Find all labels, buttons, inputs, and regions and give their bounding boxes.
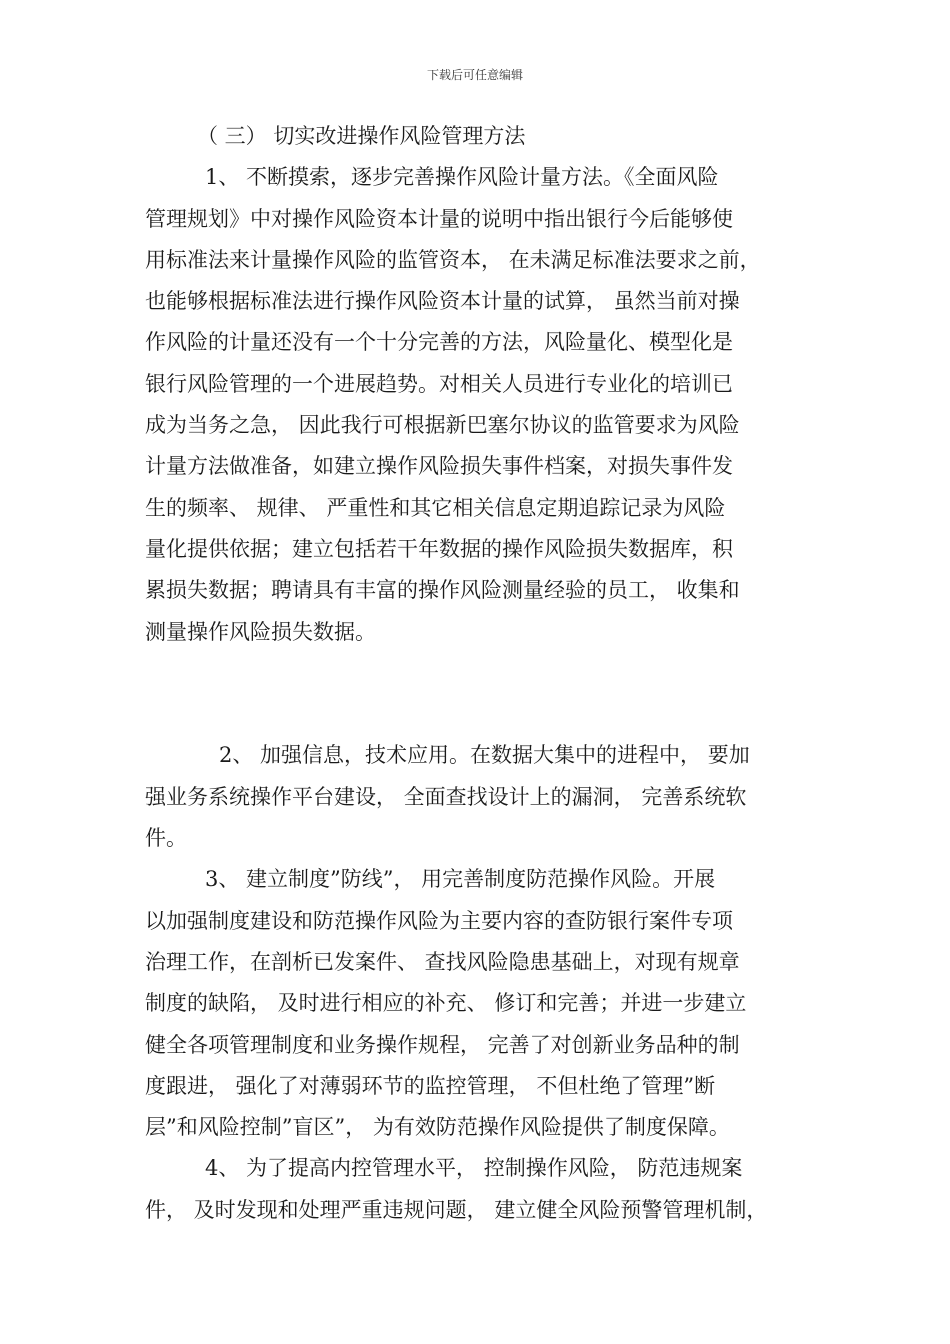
paragraph-line: 1、 不断摸索，逐步完善操作风险计量方法。《全面风险 [205, 165, 719, 190]
paragraph-line: 用标准法来计量操作风险的监管资本， 在未满足标准法要求之前， [145, 247, 761, 272]
paragraph-line: 银行风险管理的一个进展趋势。对相关人员进行专业化的培训已 [145, 371, 733, 396]
paragraph-line: 生的频率、 规律、 严重性和其它相关信息定期追踪记录为风险 [145, 495, 726, 520]
paragraph-line: 健全各项管理制度和业务操作规程， 完善了对创新业务品种的制 [145, 1032, 740, 1057]
document-body [145, 116, 807, 1231]
paragraph-line: 制度的缺陷， 及时进行相应的补充、 修订和完善；并进一步建立 [145, 991, 747, 1016]
paragraph-3 [145, 859, 807, 1148]
paragraph-line: 层”和风险控制”盲区”， 为有效防范操作风险提供了制度保障。 [145, 1115, 730, 1140]
paragraph-line: 作风险的计量还没有一个十分完善的方法，风险量化、模型化是 [145, 330, 733, 355]
paragraph-gap [145, 694, 807, 735]
paragraph-line: 件。 [145, 826, 187, 851]
paragraph-line: 3、 建立制度”防线”， 用完善制度防范操作风险。开展 [205, 867, 716, 892]
paragraph-line: 以加强制度建设和防范操作风险为主要内容的查防银行案件专项 [145, 908, 733, 933]
paragraph-line: 治理工作，在剖析已发案件、 查找风险隐患基础上，对现有规章 [145, 949, 740, 974]
paragraph-line: 件， 及时发现和处理严重违规问题， 建立健全风险预警管理机制， [145, 1197, 768, 1222]
paragraph-4 [145, 1148, 807, 1231]
paragraph-line: 计量方法做准备，如建立操作风险损失事件档案，对损失事件发 [145, 454, 733, 479]
paragraph-line: 度跟进， 强化了对薄弱环节的监控管理， 不但杜绝了管理”断 [145, 1073, 716, 1098]
paragraph-line: 测量操作风险损失数据。 [145, 619, 376, 644]
paragraph-line: 强业务系统操作平台建设， 全面查找设计上的漏洞， 完善系统软 [145, 784, 747, 809]
page-header: 下载后可任意编辑 [426, 68, 523, 82]
paragraph-2 [145, 735, 807, 859]
paragraph-line: 累损失数据；聘请具有丰富的操作风险测量经验的员工， 收集和 [145, 578, 740, 603]
paragraph-line: 也能够根据标准法进行操作风险资本计量的试算， 虽然当前对操 [145, 289, 740, 314]
paragraph-1 [145, 157, 807, 653]
paragraph-line: 2、 加强信息，技术应用。在数据大集中的进程中， 要加 [219, 743, 750, 768]
paragraph-line: 4、 为了提高内控管理水平， 控制操作风险， 防范违规案 [205, 1156, 743, 1181]
paragraph-line: 成为当务之急， 因此我行可根据新巴塞尔协议的监管要求为风险 [145, 413, 740, 438]
paragraph-line: 量化提供依据；建立包括若干年数据的操作风险损失数据库，积 [145, 536, 733, 561]
paragraph-line: 管理规划》中对操作风险资本计量的说明中指出银行今后能够使 [145, 206, 733, 231]
section-heading: （ 三） 切实改进操作风险管理方法 [197, 124, 526, 148]
paragraph-gap [145, 653, 807, 694]
